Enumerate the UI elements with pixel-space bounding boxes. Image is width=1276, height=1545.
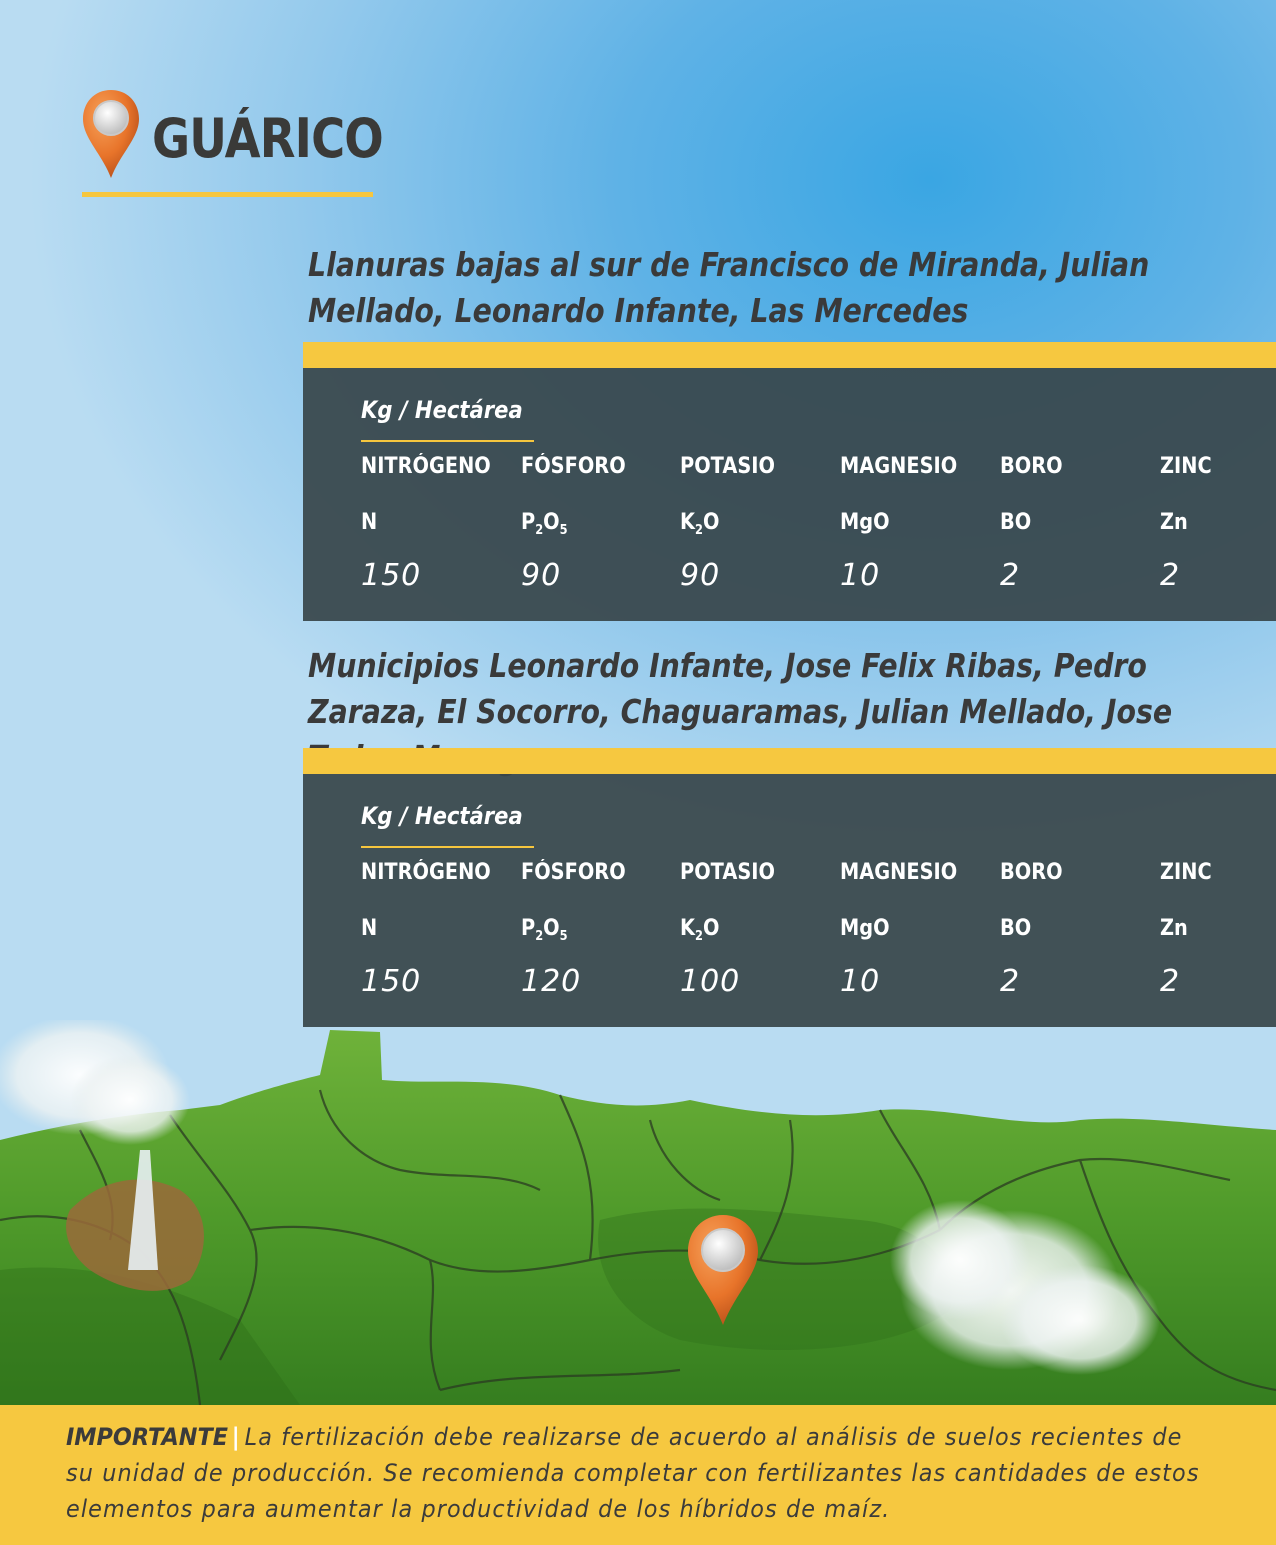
nutrient-name: POTASIO: [680, 454, 775, 479]
unit-label: Kg / Hectárea: [361, 802, 523, 830]
nutrient-name: FÓSFORO: [521, 454, 626, 479]
fertilizer-table: [303, 368, 1276, 621]
important-label: IMPORTANTE: [66, 1423, 228, 1451]
nutrient-name: BORO: [1000, 454, 1063, 479]
nutrient-value: 2: [1160, 558, 1181, 593]
title-underline: [82, 192, 373, 197]
nutrient-formula: N: [361, 510, 378, 535]
nutrient-formula: Zn: [1160, 510, 1188, 535]
table-accent-bar: [303, 748, 1276, 774]
unit-underline: [361, 846, 534, 848]
nutrient-name: FÓSFORO: [521, 860, 626, 885]
nutrient-formula: $P_2O_5$: [521, 510, 568, 538]
nutrient-name: MAGNESIO: [840, 860, 958, 885]
nutrient-value: 10: [840, 558, 881, 593]
nutrient-formula: Zn: [1160, 916, 1188, 941]
nutrient-name: NITRÓGENO: [361, 454, 491, 479]
important-note-text: [66, 1419, 1215, 1527]
nutrient-formula: BO: [1000, 916, 1032, 941]
separator: |: [231, 1423, 241, 1451]
nutrient-value: 2: [1160, 964, 1181, 999]
nutrient-value: 90: [521, 558, 562, 593]
region-title: Municipios Leonardo Infante, Jose Felix Ribas, Pedro Zaraza, El Socorro, Chaguaramas, Julian Mellado, Jose: [308, 646, 1173, 731]
nutrient-name: ZINC: [1160, 454, 1212, 479]
nutrient-name: BORO: [1000, 860, 1063, 885]
nutrient-value: 150: [361, 558, 422, 593]
important-note: [0, 1405, 1276, 1545]
nutrient-name: NITRÓGENO: [361, 860, 491, 885]
nutrient-name: ZINC: [1160, 860, 1212, 885]
table-accent-bar: [303, 342, 1276, 368]
nutrient-formula: N: [361, 916, 378, 941]
nutrient-formula: MgO: [840, 916, 890, 941]
nutrient-value: 2: [1000, 558, 1021, 593]
nutrient-value: 90: [680, 558, 721, 593]
nutrient-value: 150: [361, 964, 422, 999]
nutrient-formula: BO: [1000, 510, 1032, 535]
nutrient-formula: $K_2O$: [680, 916, 720, 944]
unit-underline: [361, 440, 534, 442]
nutrient-value: 120: [521, 964, 582, 999]
grass-map-illustration: [0, 1020, 1276, 1405]
unit-label: Kg / Hectárea: [361, 396, 523, 424]
nutrient-formula: $K_2O$: [680, 510, 720, 538]
nutrient-value: 2: [1000, 964, 1021, 999]
nutrient-formula: $P_2O_5$: [521, 916, 568, 944]
nutrient-name: MAGNESIO: [840, 454, 958, 479]
page-title: GUÁRICO: [152, 107, 383, 170]
nutrient-value: 10: [840, 964, 881, 999]
important-message: La fertilización debe realizarse de acuerdo al análisis de suelos recientes de su unidad de producción. Se recomienda completar con fertilizantes las cantidades de estos elementos para aumentar la productividad de los híbridos de maíz.: [66, 1423, 1200, 1523]
map-pin-icon: [80, 88, 142, 180]
nutrient-value: 100: [680, 964, 741, 999]
nutrient-formula: MgO: [840, 510, 890, 535]
nutrient-name: POTASIO: [680, 860, 775, 885]
region-title: Llanuras bajas al sur de Francisco de Miranda, Julian Mellado, Leonardo Infante, Las Mercedes: [308, 245, 1150, 330]
fertilizer-table: [303, 774, 1276, 1027]
